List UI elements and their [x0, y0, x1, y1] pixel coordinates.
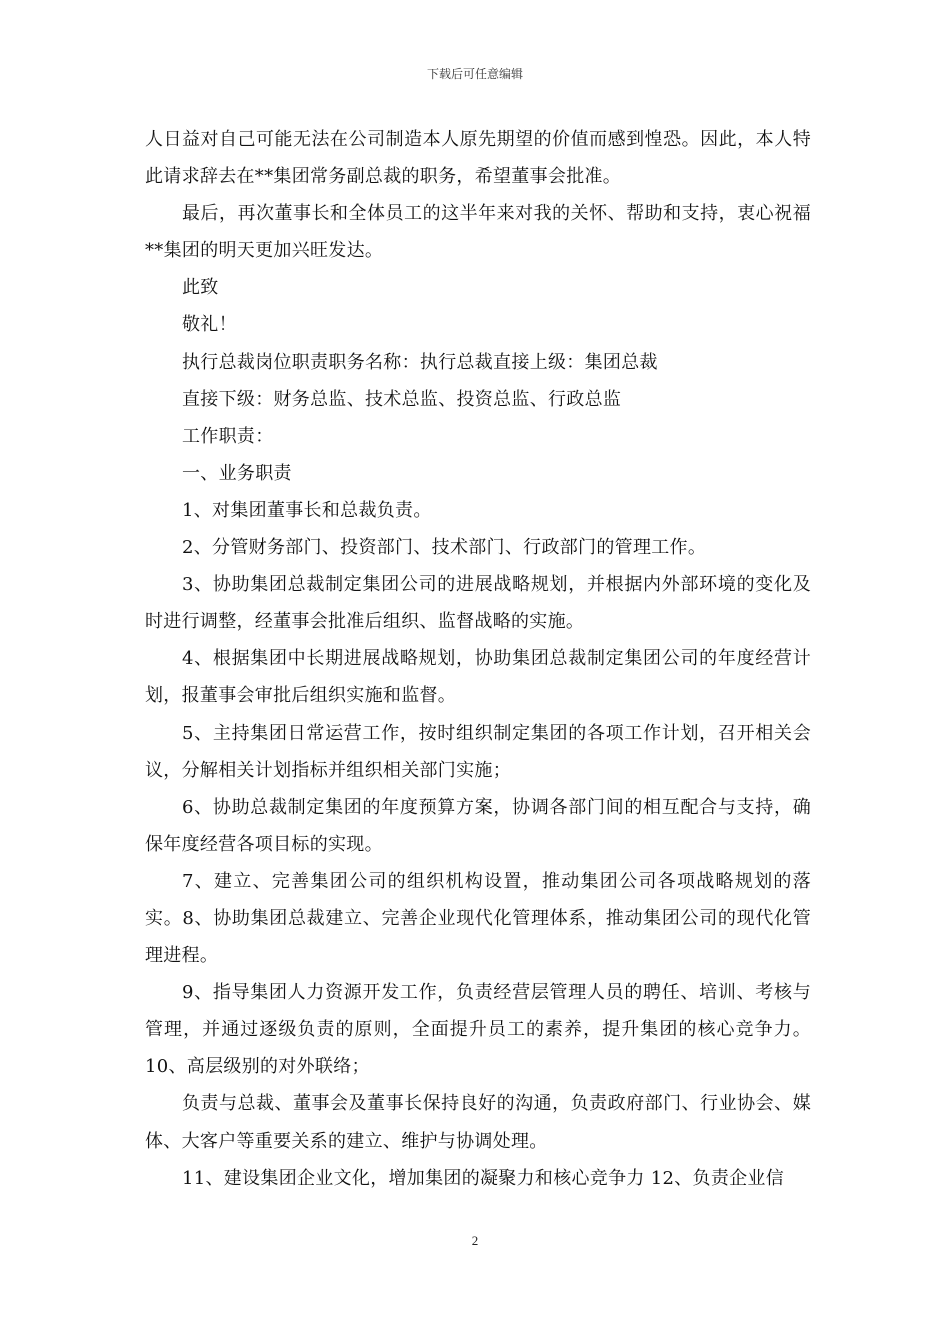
paragraph: 人日益对自己可能无法在公司制造本人原先期望的价值而感到惶恐。因此，本人特此请求辞去在**集团常务副总裁的职务，希望董事会批准。 — [145, 129, 811, 188]
duty-item: 3、协助集团总裁制定集团公司的进展战略规划，并根据内外部环境的变化及时进行调整，经董事会批准后组织、监督战略的实施。 — [145, 574, 811, 633]
paragraph: 最后，再次董事长和全体员工的这半年来对我的关怀、帮助和支持，衷心祝福**集团的明天更加兴旺发达。 — [145, 203, 811, 262]
duty-item: 6、协助总裁制定集团的年度预算方案，协调各部门间的相互配合与支持，确保年度经营各项目标的实现。 — [145, 796, 811, 855]
subordinates-line: 直接下级：财务总监、技术总监、投资总监、行政总监 — [182, 388, 622, 410]
section-heading: 工作职责： — [182, 425, 274, 447]
page-header: 下载后可任意编辑 — [426, 67, 523, 81]
duty-item: 4、根据集团中长期进展战略规划，协助集团总裁制定集团公司的年度经营计划，报董事会审批后组织实施和监督。 — [145, 648, 811, 707]
duty-item: 7、建立、完善集团公司的组织机构设置，推动集团公司各项战略规划的落实。8、协助集团总裁建立、完善企业现代化管理体系，推动集团公司的现代化管理进程。 — [145, 870, 811, 967]
document-body — [145, 121, 811, 1197]
duty-item: 1、对集团董事长和总裁负责。 — [182, 499, 432, 521]
duty-item: 9、指导集团人力资源开发工作，负责经营层管理人员的聘任、培训、考核与管理，并通过逐级负责的原则，全面提升员工的素养，提升集团的核心竞争力。10、高层级别的对外联络； — [145, 982, 811, 1078]
job-title-line: 执行总裁岗位职责职务名称：执行总裁直接上级：集团总裁 — [182, 351, 658, 373]
page-number: 2 — [471, 1233, 479, 1248]
duty-item: 负责与总裁、董事会及董事长保持良好的沟通，负责政府部门、行业协会、媒体、大客户等重要关系的建立、维护与协调处理。 — [145, 1093, 811, 1152]
duty-item: 11、建设集团企业文化，增加集团的凝聚力和核心竞争力 12、负责企业信 — [182, 1167, 785, 1189]
duty-item: 5、主持集团日常运营工作，按时组织制定集团的各项工作计划，召开相关会议，分解相关计划指标并组织相关部门实施； — [145, 722, 811, 781]
closing-regards: 敬礼！ — [182, 314, 237, 336]
duty-item: 2、分管财务部门、投资部门、技术部门、行政部门的管理工作。 — [182, 537, 707, 559]
subsection-heading: 一、业务职责 — [182, 462, 292, 484]
closing-salutation: 此致 — [182, 277, 219, 299]
